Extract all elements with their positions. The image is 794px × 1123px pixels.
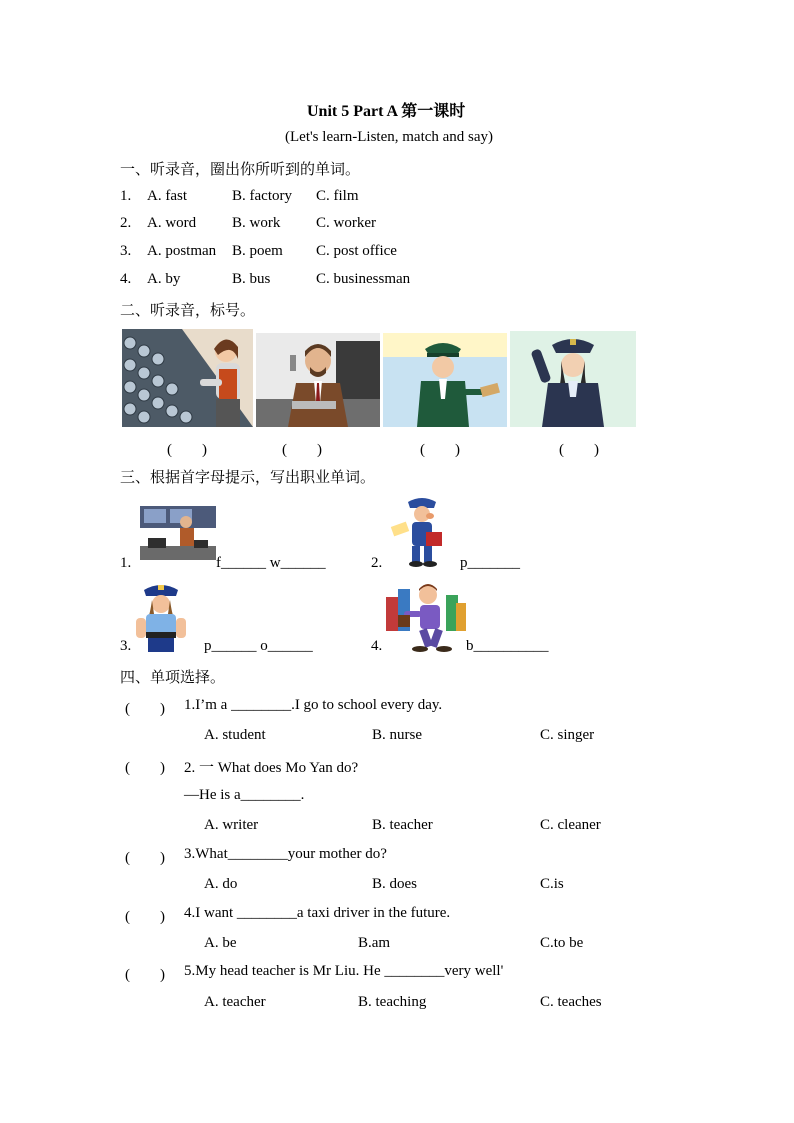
item-number: 2.: [120, 215, 132, 231]
option-c: C.is: [540, 876, 564, 892]
businessman-picture: [256, 333, 380, 427]
answer-bracket[interactable]: ( ): [125, 701, 165, 717]
item-number: 3.: [120, 638, 132, 654]
option-a: A. by: [147, 271, 181, 287]
postman-icon: [384, 494, 462, 568]
item-number: 2.: [371, 555, 383, 571]
factory-worker-icon: [140, 506, 216, 566]
question-stem: 3.What________your mother do?: [184, 846, 387, 862]
answer-hint[interactable]: p_______: [460, 555, 520, 571]
police-officer-icon: [128, 580, 194, 652]
item-number: 1.: [120, 188, 132, 204]
option-a: A. word: [147, 215, 197, 231]
answer-bracket[interactable]: ( ): [125, 967, 165, 983]
option-c: C. singer: [540, 727, 595, 743]
option-a: A. writer: [204, 817, 259, 833]
answer-bracket[interactable]: ( ): [125, 760, 165, 776]
answer-bracket[interactable]: ( ): [167, 442, 207, 458]
page-subtitle: (Let's learn-Listen, match and say): [285, 129, 494, 145]
option-c: C. post office: [316, 243, 397, 259]
answer-bracket[interactable]: ( ): [125, 850, 165, 866]
option-b: B. teacher: [372, 817, 433, 833]
section1-heading: 一、听录音，圈出你所听到的单词。: [120, 162, 361, 178]
option-c: C. cleaner: [540, 817, 601, 833]
option-c: C. worker: [316, 215, 376, 231]
question-stem: 5.My head teacher is Mr Liu. He ________very well': [184, 963, 504, 979]
option-b: B. nurse: [372, 727, 422, 743]
answer-hint[interactable]: p______ o______: [204, 638, 313, 654]
option-c: C.to be: [540, 935, 584, 951]
option-a: A. fast: [147, 188, 187, 204]
answer-hint[interactable]: b__________: [466, 638, 549, 654]
question-stem-line2: —He is a________.: [184, 787, 305, 803]
businessman-icon: [384, 581, 468, 653]
item-number: 1.: [120, 555, 132, 571]
option-b: B. bus: [232, 271, 271, 287]
question-stem: 2. 一 What does Mo Yan do?: [184, 760, 359, 776]
option-b: B. poem: [232, 243, 283, 259]
item-number: 4.: [120, 271, 132, 287]
section3-heading: 三、根据首字母提示，写出职业单词。: [120, 470, 376, 486]
postman-picture: [383, 333, 507, 427]
section2-heading: 二、听录音，标号。: [120, 303, 256, 319]
item-number: 3.: [120, 243, 132, 259]
item-number: 4.: [371, 638, 383, 654]
question-stem: 1.I’m a ________.I go to school every day.: [184, 697, 443, 713]
answer-bracket[interactable]: ( ): [420, 442, 460, 458]
answer-bracket[interactable]: ( ): [559, 442, 599, 458]
option-b: B. teaching: [358, 994, 427, 1010]
option-b: B.am: [358, 935, 391, 951]
option-b: B. does: [372, 876, 417, 892]
option-c: C. teaches: [540, 994, 602, 1010]
option-a: A. be: [204, 935, 237, 951]
option-c: C. businessman: [316, 271, 411, 287]
answer-bracket[interactable]: ( ): [125, 909, 165, 925]
option-a: A. do: [204, 876, 238, 892]
answer-bracket[interactable]: ( ): [282, 442, 322, 458]
factory-worker-picture: [122, 329, 253, 427]
option-a: A. postman: [147, 243, 217, 259]
option-c: C. film: [316, 188, 359, 204]
question-stem: 4.I want ________a taxi driver in the future.: [184, 905, 451, 921]
police-officer-picture: [510, 331, 636, 427]
option-b: B. work: [232, 215, 281, 231]
section4-heading: 四、单项选择。: [120, 670, 226, 686]
page-title: Unit 5 Part A 第一课时: [307, 103, 466, 120]
option-a: A. teacher: [204, 994, 266, 1010]
answer-hint[interactable]: f______ w______: [216, 555, 326, 571]
option-a: A. student: [204, 727, 266, 743]
option-b: B. factory: [232, 188, 292, 204]
